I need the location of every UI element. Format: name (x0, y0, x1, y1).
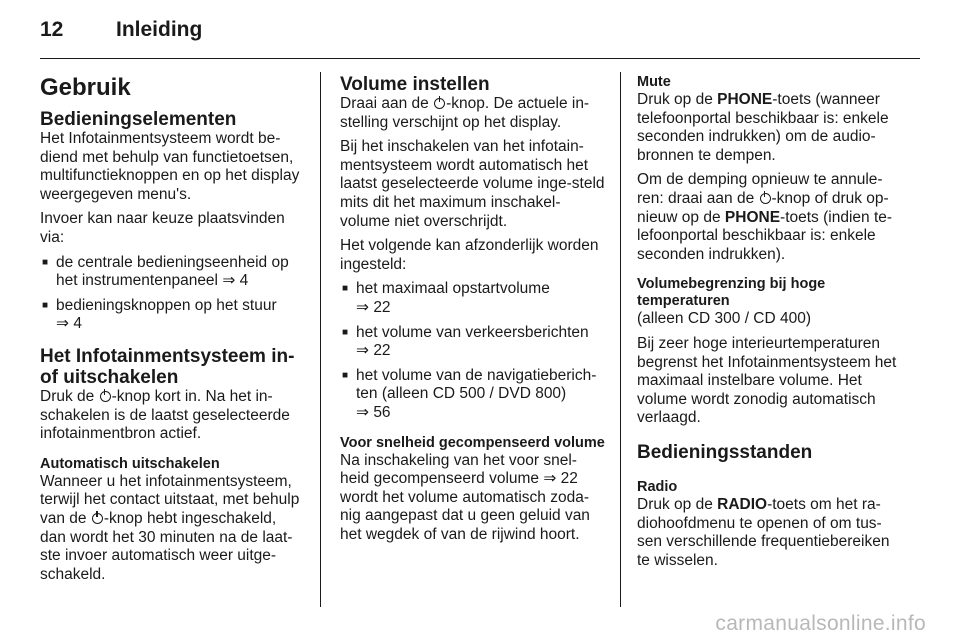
paragraph: (alleen CD 300 / CD 400) (637, 310, 812, 328)
page-ref-icon (543, 470, 556, 487)
power-knob-icon (92, 513, 103, 524)
list-item: ■ de centrale bedieningseenheid op het instrumentenpaneel ⇒ 4 (40, 254, 306, 291)
chapter-title: Inleiding (116, 18, 203, 41)
page-ref: 4 (73, 315, 82, 333)
page-ref: 56 (373, 403, 391, 421)
radio-key-label: RADIO (717, 495, 768, 513)
power-knob-icon (434, 98, 445, 109)
page-ref: 4 (239, 272, 249, 290)
heading-automatisch-uitschakelen: Automatisch uitschakelen (40, 455, 220, 472)
power-knob-icon (760, 193, 771, 204)
paragraph: Druk op de RADIO-toets om het ra-diohoofdmenu te openen of om tus-sen verschillende frequentiebereiken te wisselen. (637, 495, 890, 569)
page-ref-icon (222, 272, 235, 289)
paragraph: Bij zeer hoge interieurtemperaturen begrenst het Infotainmentsysteem het maximaal instelbare volume. Het volume wordt zonodig automatisch verlaagd. (637, 334, 897, 427)
section-title-gebruik: Gebruik (40, 74, 131, 101)
page-ref-icon (356, 342, 369, 359)
subsection-title-bedieningsstanden: Bedieningsstanden (637, 441, 813, 463)
paragraph: Invoer kan naar keuze plaatsvinden via: (40, 210, 285, 246)
page-ref: 22 (373, 342, 391, 360)
list-item: ■ bedieningsknoppen op het stuur ⇒ 4 (40, 297, 306, 334)
page-ref-icon (356, 299, 369, 316)
watermark: carmanualsonline.info (715, 612, 926, 635)
subsection-title-aan-uit: Het Infotainmentsysteem in- of uitschakelen (40, 345, 295, 388)
paragraph: Na inschakeling van het voor snel-heid gecompenseerd volume ⇒ 22 wordt het volume automatisch zoda-nig aangepast dat u geen geluid van het wegdek of van de rijwind hoort. (340, 452, 606, 545)
heading-mute: Mute (637, 74, 671, 90)
list-item: ■ het maximaal opstartvolume ⇒ 22 (340, 280, 606, 317)
paragraph: Het Infotainmentsysteem wordt be-diend met behulp van functietoetsen, multifunctieknoppen en op het display weergegeven menu's. (40, 130, 300, 203)
column-divider (620, 72, 621, 607)
column-2 (340, 74, 606, 550)
heading-volumebegrenzing: Volumebegrenzing bij hoge temperaturen (637, 276, 826, 310)
power-knob-icon (100, 391, 111, 402)
paragraph: Wanneer u het infotainmentsysteem, terwijl het contact uitstaat, met behulp van de -knop hebt ingeschakeld, dan wordt het 30 minuten na de laat-ste invoer automatisch weer uitge-schakeld. (40, 472, 300, 583)
page-ref-icon (56, 315, 69, 332)
paragraph: Druk op de PHONE-toets (wanneer telefoonportal beschikbaar is: enkele seconden indrukken) om de audio-bronnen te dempen. (637, 91, 889, 164)
subsection-title-volume-instellen: Volume instellen (340, 74, 490, 95)
column-divider (320, 72, 321, 607)
header-rule (40, 58, 920, 59)
list-item: ■ het volume van verkeersberichten ⇒ 22 (340, 324, 606, 361)
phone-key-label: PHONE (724, 208, 781, 226)
page-ref: 22 (373, 298, 391, 316)
subsection-title-bedieningselementen: Bedieningselementen (40, 109, 237, 130)
phone-key-label: PHONE (717, 91, 773, 108)
paragraph: Om de demping opnieuw te annule-ren: draai aan de -knop of druk op-nieuw op de PHONE-toets (indien te-lefoonportal beschikbaar is: enkele seconden indrukken). (637, 171, 893, 263)
paragraph: Het volgende kan afzonderlijk worden ingesteld: (340, 237, 599, 273)
page-ref-icon (356, 404, 369, 421)
paragraph: Druk de -knop kort in. Na het in-schakelen is de laatst geselecteerde infotainmentbron actief. (40, 387, 290, 443)
heading-snelheid-gecompenseerd-volume: Voor snelheid gecompenseerd volume (340, 434, 605, 451)
column-1 (40, 74, 306, 590)
paragraph: Draai aan de -knop. De actuele in-stelling verschijnt op het display. (340, 95, 590, 131)
paragraph: Bij het inschakelen van het infotain-mentsysteem wordt automatisch het laatst geselecteerde volume inge-steld mits dit het maximum inschakel-volume niet overschrijdt. (340, 138, 605, 230)
page-number: 12 (40, 18, 64, 41)
list-item: ■ het volume van de navigatieberich-ten (alleen CD 500 / DVD 800) ⇒ 56 (340, 367, 606, 423)
heading-radio: Radio (637, 478, 678, 495)
column-3 (637, 74, 905, 576)
